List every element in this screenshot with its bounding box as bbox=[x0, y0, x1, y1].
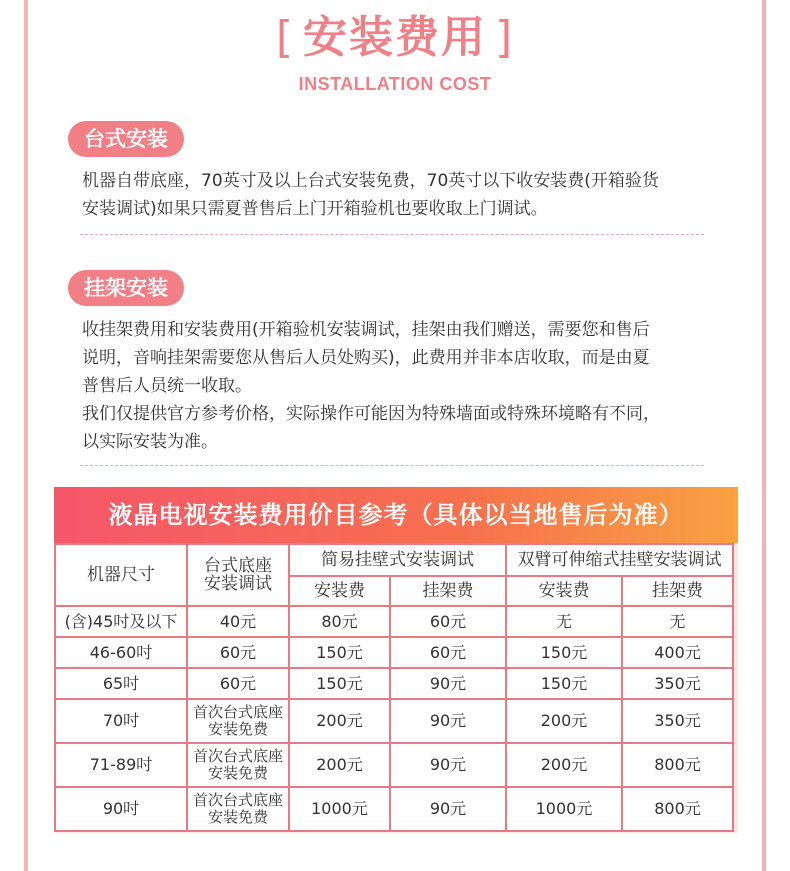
header-arm-wall: 双臂可伸缩式挂壁安装调试 bbox=[506, 544, 733, 576]
cell-desk-line: 首次台式底座 bbox=[192, 791, 283, 809]
wall-install-line: 收挂架费用和安装费用(开箱验机安装调试，挂架由我们赠送，需要您和售后 bbox=[82, 320, 650, 340]
title-bracket-right: ] bbox=[495, 12, 515, 63]
wall-install-line: 我们仅提供官方参考价格，实际操作可能因为特殊墙面或特殊环境略有不同， bbox=[82, 404, 660, 424]
price-table-banner: 液晶电视安装费用价目参考（具体以当地售后为准） bbox=[54, 487, 738, 543]
cell-desk bbox=[187, 743, 289, 787]
title-bracket-left: [ bbox=[275, 12, 295, 63]
cell-arm-install: 150元 bbox=[506, 668, 622, 699]
header-desk-line: 安装调试 bbox=[204, 574, 272, 594]
section-divider bbox=[80, 465, 704, 466]
cell-simple-bracket: 60元 bbox=[390, 637, 506, 668]
price-table bbox=[54, 543, 734, 832]
table-row bbox=[55, 787, 733, 831]
table-row bbox=[55, 637, 733, 668]
cell-arm-install: 1000元 bbox=[506, 787, 622, 831]
cell-arm-bracket: 无 bbox=[622, 606, 733, 637]
cell-desk bbox=[187, 787, 289, 831]
header-desk-install bbox=[187, 544, 289, 606]
cell-desk-line: 首次台式底座 bbox=[192, 703, 283, 721]
header-install-fee: 安装费 bbox=[506, 576, 622, 606]
desk-install-label: 台式安装 bbox=[68, 121, 184, 157]
cell-size: 71-89吋 bbox=[55, 743, 187, 787]
desk-install-line: 机器自带底座，70英寸及以上台式安装免费，70英寸以下收安装费(开箱验货 bbox=[82, 171, 659, 191]
table-row bbox=[55, 699, 733, 743]
cell-size: 90吋 bbox=[55, 787, 187, 831]
cell-arm-bracket: 350元 bbox=[622, 699, 733, 743]
cell-simple-install: 150元 bbox=[289, 668, 390, 699]
cell-simple-bracket: 60元 bbox=[390, 606, 506, 637]
desk-install-line: 安装调试)如果只需夏普售后上门开箱验机也要收取上门调试。 bbox=[82, 199, 548, 219]
desk-install-text bbox=[82, 167, 712, 223]
cell-simple-bracket: 90元 bbox=[390, 668, 506, 699]
cell-desk bbox=[187, 699, 289, 743]
cell-size: 46-60吋 bbox=[55, 637, 187, 668]
header-size: 机器尺寸 bbox=[55, 544, 187, 606]
section-divider bbox=[80, 234, 704, 235]
cell-desk: 40元 bbox=[187, 606, 289, 637]
table-row bbox=[55, 743, 733, 787]
title-text: 安装费用 bbox=[303, 12, 487, 63]
header-desk-line: 台式底座 bbox=[204, 556, 272, 576]
header-bracket-fee: 挂架费 bbox=[390, 576, 506, 606]
cell-desk-line: 安装免费 bbox=[207, 808, 268, 826]
wall-install-label: 挂架安装 bbox=[68, 270, 184, 306]
header-simple-wall: 简易挂壁式安装调试 bbox=[289, 544, 506, 576]
wall-install-text bbox=[82, 316, 712, 456]
cell-arm-bracket: 800元 bbox=[622, 743, 733, 787]
cell-simple-install: 200元 bbox=[289, 699, 390, 743]
table-row bbox=[55, 606, 733, 637]
wall-install-line: 说明，音响挂架需要您从售后人员处购买)，此费用并非本店收取，而是由夏 bbox=[82, 348, 650, 368]
cell-simple-bracket: 90元 bbox=[390, 787, 506, 831]
wall-install-line: 普售后人员统一收取。 bbox=[82, 376, 252, 396]
price-table-container bbox=[54, 543, 738, 833]
cell-size: 70吋 bbox=[55, 699, 187, 743]
cell-arm-install: 200元 bbox=[506, 699, 622, 743]
cell-desk-line: 安装免费 bbox=[207, 764, 268, 782]
header-install-fee: 安装费 bbox=[289, 576, 390, 606]
cell-simple-bracket: 90元 bbox=[390, 743, 506, 787]
cell-size: 65吋 bbox=[55, 668, 187, 699]
page-header bbox=[0, 8, 790, 95]
cell-simple-install: 200元 bbox=[289, 743, 390, 787]
page-subtitle: INSTALLATION COST bbox=[298, 74, 492, 94]
cell-arm-bracket: 400元 bbox=[622, 637, 733, 668]
cell-simple-install: 150元 bbox=[289, 637, 390, 668]
cell-desk-line: 首次台式底座 bbox=[192, 747, 283, 765]
header-bracket-fee: 挂架费 bbox=[622, 576, 733, 606]
cell-desk: 60元 bbox=[187, 668, 289, 699]
right-frame-line bbox=[762, 0, 766, 871]
table-row bbox=[55, 668, 733, 699]
cell-simple-bracket: 90元 bbox=[390, 699, 506, 743]
cell-desk-line: 安装免费 bbox=[207, 720, 268, 738]
cell-arm-bracket: 800元 bbox=[622, 787, 733, 831]
wall-install-line: 以实际安装为准。 bbox=[82, 432, 218, 452]
cell-size: (含)45吋及以下 bbox=[55, 606, 187, 637]
cell-arm-install: 无 bbox=[506, 606, 622, 637]
cell-arm-install: 200元 bbox=[506, 743, 622, 787]
left-frame-line bbox=[24, 0, 28, 871]
cell-simple-install: 1000元 bbox=[289, 787, 390, 831]
cell-simple-install: 80元 bbox=[289, 606, 390, 637]
cell-desk: 60元 bbox=[187, 637, 289, 668]
cell-arm-bracket: 350元 bbox=[622, 668, 733, 699]
cell-arm-install: 150元 bbox=[506, 637, 622, 668]
page-title bbox=[0, 8, 790, 68]
